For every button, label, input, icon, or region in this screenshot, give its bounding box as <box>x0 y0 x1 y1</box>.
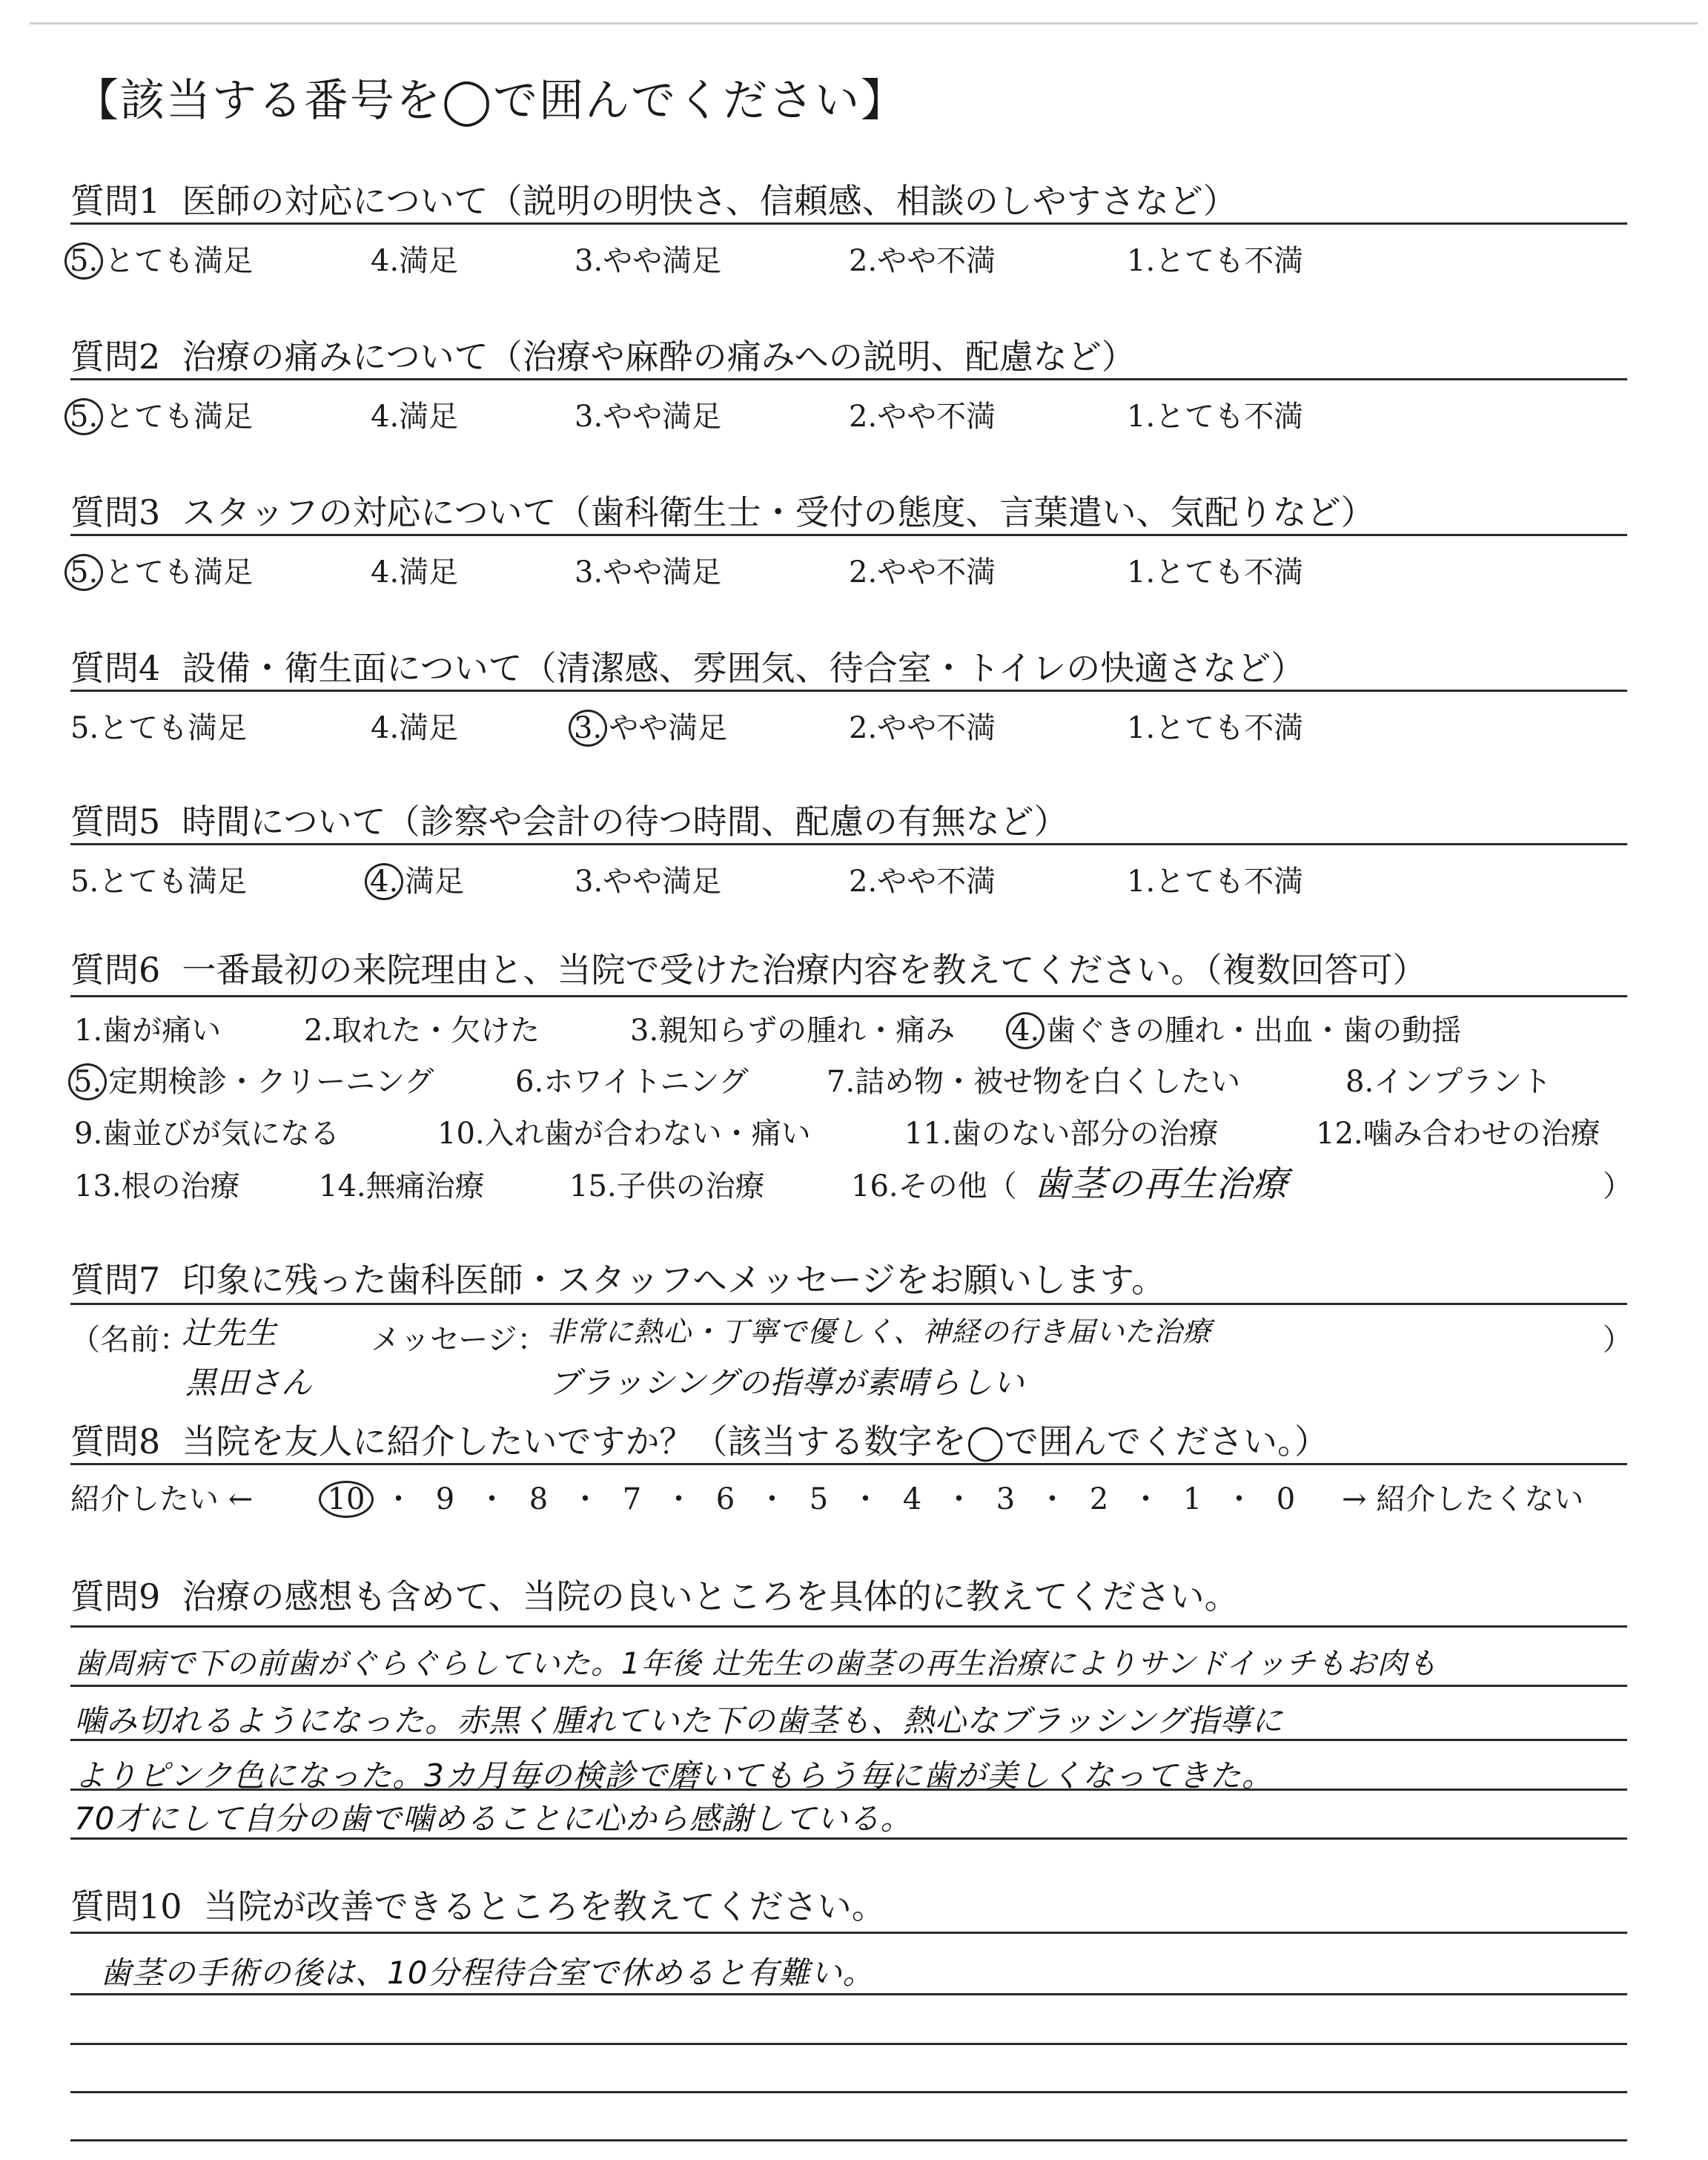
q3-rule <box>70 534 1627 536</box>
circled-scale-number[interactable]: 10 <box>319 1481 374 1518</box>
question-label: 質問1 <box>70 181 161 221</box>
q8-label: 質問8 <box>70 1421 161 1462</box>
q6-option[interactable] <box>569 1163 765 1205</box>
rating-option[interactable] <box>849 704 996 747</box>
scale-separator: ・ <box>850 1482 881 1516</box>
option-label: やや不満 <box>877 711 996 745</box>
top-rule <box>30 22 1698 24</box>
option-label: やや満足 <box>603 555 722 589</box>
rating-option[interactable] <box>70 549 253 591</box>
scale-number[interactable]: 8 <box>529 1482 549 1516</box>
option-label: 入れ歯が合わない・痛い <box>484 1117 811 1151</box>
rating-option[interactable] <box>70 704 247 747</box>
scale-separator: ・ <box>757 1482 787 1516</box>
rating-option[interactable] <box>849 549 996 591</box>
option-number: 4. <box>371 555 400 589</box>
q7-name-1[interactable]: 辻先生 <box>182 1315 278 1351</box>
rating-option[interactable] <box>849 858 996 900</box>
q6-option[interactable] <box>437 1110 811 1152</box>
option-number: 3. <box>575 400 603 434</box>
option-label: ホワイトニング <box>543 1065 749 1099</box>
option-number: 4. <box>371 244 400 278</box>
option-label: 満足 <box>399 555 459 589</box>
option-number: 2. <box>849 711 878 745</box>
scale-number[interactable]: 9 <box>435 1482 455 1516</box>
option-label: とても満足 <box>105 555 254 589</box>
option-label: とても満足 <box>99 865 248 899</box>
scale-separator: ・ <box>1224 1482 1254 1516</box>
option-label: とても満足 <box>105 244 254 278</box>
option-label: 満足 <box>405 865 465 899</box>
question-label: 質問2 <box>70 337 161 377</box>
circled-option-number: 3. <box>569 710 607 747</box>
q9-rule-3 <box>70 1789 1627 1791</box>
q6-option[interactable] <box>1316 1110 1601 1152</box>
option-number: 1. <box>1127 865 1156 899</box>
q7-message-label: メッセージ： <box>371 1323 547 1357</box>
q5-title <box>70 795 1068 844</box>
circled-option-number: 5. <box>64 242 103 280</box>
rating-option[interactable] <box>1127 704 1303 747</box>
q8-right-label: → 紹介したくない <box>1342 1482 1584 1516</box>
rating-option[interactable] <box>575 858 721 900</box>
q6-rule <box>70 995 1627 997</box>
rating-option[interactable] <box>371 237 458 280</box>
option-number: 10. <box>437 1117 485 1151</box>
rating-option[interactable] <box>575 704 727 747</box>
q7-name-label: （名前： <box>70 1323 189 1357</box>
q6-option[interactable] <box>74 1110 340 1152</box>
q7-close: ） <box>1603 1323 1632 1357</box>
rating-option[interactable] <box>849 393 996 435</box>
rating-option[interactable] <box>1127 237 1303 280</box>
question-text: 治療の痛みについて（治療や麻酔の痛みへの説明、配慮など） <box>182 337 1136 377</box>
q2-title <box>70 330 1136 379</box>
q8-title <box>70 1415 1328 1464</box>
q2-rule <box>70 378 1627 380</box>
q8-rule <box>70 1463 1627 1465</box>
q1-rule <box>70 222 1627 225</box>
q9-text: 治療の感想も含めて、当院の良いところを具体的に教えてください。 <box>182 1576 1239 1616</box>
rating-option[interactable] <box>1127 858 1303 900</box>
option-label: 定期検診・クリーニング <box>108 1065 434 1099</box>
q6-option[interactable] <box>74 1058 434 1100</box>
q7-text: 印象に残った歯科医師・スタッフへメッセージをお願いします。 <box>182 1260 1166 1300</box>
q9-answer-line[interactable]: 歯周病で下の前歯がぐらぐらしていた。1年後 辻先生の歯茎の再生治療によりサンドイッチもお肉も <box>74 1647 1438 1681</box>
q7-name-2[interactable]: 黒田さん <box>185 1364 314 1401</box>
question-label: 質問5 <box>70 802 161 842</box>
q9-answer-line[interactable]: 70才にして自分の歯で噛めることに心から感謝している。 <box>74 1800 913 1837</box>
question-label: 質問3 <box>70 492 161 532</box>
q6-other-answer[interactable]: 歯茎の再生治療 <box>1034 1163 1289 1205</box>
option-label: 歯並びが気になる <box>102 1117 340 1151</box>
q8-left-label: 紹介したい ← <box>70 1482 254 1516</box>
option-label: 噛み合わせの治療 <box>1363 1117 1601 1151</box>
option-number: 2. <box>849 400 878 434</box>
option-label: 歯が痛い <box>102 1014 222 1048</box>
option-number: 11. <box>904 1117 952 1151</box>
q1-title <box>70 174 1237 223</box>
option-number: 2. <box>849 244 878 278</box>
option-label: やや不満 <box>877 555 996 589</box>
circled-option-number: 5. <box>64 398 103 435</box>
q7-title <box>70 1253 1165 1302</box>
option-number: 1. <box>1127 400 1156 434</box>
q6-option[interactable] <box>515 1058 749 1100</box>
rating-option[interactable] <box>70 237 253 280</box>
rating-option[interactable] <box>1127 393 1303 435</box>
rating-option[interactable] <box>575 549 721 591</box>
option-label: 歯のない部分の治療 <box>951 1117 1219 1151</box>
q5-rule <box>70 843 1627 845</box>
q6-label: 質問6 <box>70 950 161 990</box>
scale-number[interactable]: 0 <box>1276 1482 1296 1516</box>
q9-rule-0 <box>70 1625 1627 1628</box>
option-label: 無痛治療 <box>365 1169 485 1203</box>
question-text: 時間について（診察や会計の待つ時間、配慮の有無など） <box>182 802 1068 842</box>
option-label: 満足 <box>399 400 459 434</box>
q10-rule-1 <box>70 1993 1627 1995</box>
q10-title <box>70 1880 886 1929</box>
question-text: 医師の対応について（説明の明快さ、信頼感、相談のしやすさなど） <box>182 181 1237 221</box>
option-number: 9. <box>74 1117 103 1151</box>
scale-separator: ・ <box>570 1482 600 1516</box>
scale-separator: ・ <box>383 1482 414 1516</box>
rating-option[interactable] <box>1127 549 1303 591</box>
circled-option-number: 5. <box>64 554 103 591</box>
q9-rule-4 <box>70 1837 1627 1840</box>
scale-separator: ・ <box>477 1482 507 1516</box>
scale-number[interactable]: 4 <box>902 1482 922 1516</box>
rating-option[interactable] <box>70 858 247 900</box>
option-number: 3. <box>630 1014 659 1048</box>
q6-option[interactable] <box>74 1163 240 1205</box>
q7-rule <box>70 1303 1627 1305</box>
q10-rule-3 <box>70 2091 1627 2093</box>
q10-text: 当院が改善できるところを教えてください。 <box>203 1886 886 1926</box>
rating-option[interactable] <box>371 858 464 900</box>
option-label: やや満足 <box>603 244 722 278</box>
q6-option[interactable] <box>827 1058 1240 1100</box>
option-label: その他（ <box>898 1169 1017 1203</box>
q6-text: 一番最初の来院理由と、当院で受けた治療内容を教えてください。（複数回答可） <box>182 950 1427 990</box>
circled-option-number: 4. <box>365 863 403 900</box>
rating-option[interactable] <box>70 393 253 435</box>
q10-answer-line[interactable]: 歯茎の手術の後は、10分程待合室で休めると有難い。 <box>100 1955 875 1991</box>
rating-option[interactable] <box>371 704 458 747</box>
option-number: 4. <box>371 400 400 434</box>
option-number: 13. <box>74 1169 122 1203</box>
option-label: とても不満 <box>1155 865 1304 899</box>
option-number: 3. <box>575 555 603 589</box>
scale-number[interactable]: 2 <box>1089 1482 1109 1516</box>
q6-option[interactable] <box>1012 1007 1461 1049</box>
option-number: 5. <box>70 865 99 899</box>
scale-separator: ・ <box>1131 1482 1161 1516</box>
rating-option[interactable] <box>575 393 721 435</box>
circled-option-number: 4. <box>1006 1012 1045 1049</box>
q4-rule <box>70 690 1627 692</box>
option-number: 16. <box>851 1169 898 1203</box>
option-label: とても不満 <box>1155 555 1304 589</box>
option-label: 詰め物・被せ物を白くしたい <box>855 1065 1241 1099</box>
option-label: とても不満 <box>1155 400 1304 434</box>
q6-option[interactable] <box>74 1007 221 1049</box>
option-label: 歯ぐきの腫れ・出血・歯の動揺 <box>1046 1014 1462 1048</box>
option-number: 1. <box>1127 555 1156 589</box>
option-label: 満足 <box>399 244 459 278</box>
option-number: 14. <box>319 1169 366 1203</box>
option-label: やや満足 <box>609 711 728 745</box>
q6-other-close: ） <box>1603 1169 1632 1203</box>
option-number: 2. <box>849 555 878 589</box>
q9-rule-2 <box>70 1739 1627 1741</box>
option-number: 12. <box>1316 1117 1363 1151</box>
option-number: 15. <box>569 1169 617 1203</box>
option-number: 2. <box>849 865 878 899</box>
q8-text: 当院を友人に紹介したいですか？（該当する数字を◯で囲んでください。） <box>182 1421 1329 1462</box>
scale-number[interactable]: 7 <box>622 1482 642 1516</box>
q6-option[interactable] <box>304 1007 540 1049</box>
option-label: やや不満 <box>877 400 996 434</box>
q9-answer-line[interactable]: 噛み切れるようになった。赤黒く腫れていた下の歯茎も、熱心なブラッシング指導に <box>74 1702 1284 1739</box>
scale-number[interactable]: 3 <box>996 1482 1016 1516</box>
option-label: やや満足 <box>603 865 722 899</box>
q9-rule-1 <box>70 1685 1627 1687</box>
option-label: とても不満 <box>1155 244 1304 278</box>
option-label: 子供の治療 <box>616 1169 765 1203</box>
q9-answer-line[interactable]: よりピンク色になった。3カ月毎の検診で磨いてもらう毎に歯が美しくなってきた。 <box>74 1757 1274 1794</box>
page-title: 【該当する番号を◯で囲んでください】 <box>74 75 907 127</box>
q10-rule-2 <box>70 2043 1627 2045</box>
option-number: 5. <box>70 711 99 745</box>
option-label: とても満足 <box>105 400 254 434</box>
q6-option[interactable] <box>904 1110 1219 1152</box>
q6-option[interactable] <box>851 1163 1017 1205</box>
option-number: 1. <box>1127 711 1156 745</box>
option-label: とても不満 <box>1155 711 1304 745</box>
question-text: スタッフの対応について（歯科衛生士・受付の態度、言葉遣い、気配りなど） <box>182 492 1375 532</box>
q7-label: 質問7 <box>70 1260 161 1300</box>
q10-rule-0 <box>70 1932 1627 1934</box>
option-number: 8. <box>1345 1065 1374 1099</box>
rating-option[interactable] <box>371 549 458 591</box>
option-number: 1. <box>74 1014 103 1048</box>
option-label: インプラント <box>1374 1065 1552 1099</box>
scale-separator: ・ <box>944 1482 974 1516</box>
q7-message-1[interactable]: 非常に熱心・丁寧で優しく、神経の行き届いた治療 <box>547 1315 1212 1348</box>
q3-title <box>70 486 1375 535</box>
option-number: 1. <box>1127 244 1156 278</box>
option-label: 満足 <box>399 711 459 745</box>
q6-option[interactable] <box>319 1163 485 1205</box>
circled-option-number: 5. <box>68 1063 107 1100</box>
q9-label: 質問9 <box>70 1576 161 1616</box>
option-label: 親知らずの腫れ・痛み <box>658 1014 956 1048</box>
scale-separator: ・ <box>663 1482 694 1516</box>
q4-title <box>70 641 1305 690</box>
option-label: 取れた・欠けた <box>332 1014 540 1048</box>
q6-option[interactable] <box>630 1007 955 1049</box>
option-number: 6. <box>515 1065 544 1099</box>
q8-scale <box>325 1476 1309 1518</box>
q10-rule-4 <box>70 2139 1627 2141</box>
q6-option[interactable] <box>1345 1058 1552 1100</box>
q6-title <box>70 943 1427 992</box>
q9-title <box>70 1570 1239 1619</box>
scale-number[interactable]: 5 <box>809 1482 829 1516</box>
option-number: 2. <box>304 1014 333 1048</box>
option-number: 7. <box>827 1065 855 1099</box>
option-label: とても満足 <box>99 711 248 745</box>
rating-option[interactable] <box>849 237 996 280</box>
q7-message-2[interactable]: ブラッシングの指導が素晴らしい <box>549 1364 1025 1401</box>
q10-label: 質問10 <box>70 1886 182 1926</box>
option-label: やや不満 <box>877 865 996 899</box>
option-number: 3. <box>575 244 603 278</box>
question-text: 設備・衛生面について（清潔感、雰囲気、待合室・トイレの快適さなど） <box>182 648 1305 688</box>
scale-number[interactable]: 6 <box>715 1482 735 1516</box>
scale-number[interactable]: 1 <box>1182 1482 1202 1516</box>
option-number: 3. <box>575 865 603 899</box>
option-number: 4. <box>371 711 400 745</box>
rating-option[interactable] <box>575 237 721 280</box>
option-label: やや満足 <box>603 400 722 434</box>
rating-option[interactable] <box>371 393 458 435</box>
question-label: 質問4 <box>70 648 161 688</box>
option-label: やや不満 <box>877 244 996 278</box>
option-label: 根の治療 <box>121 1169 240 1203</box>
scale-separator: ・ <box>1037 1482 1068 1516</box>
